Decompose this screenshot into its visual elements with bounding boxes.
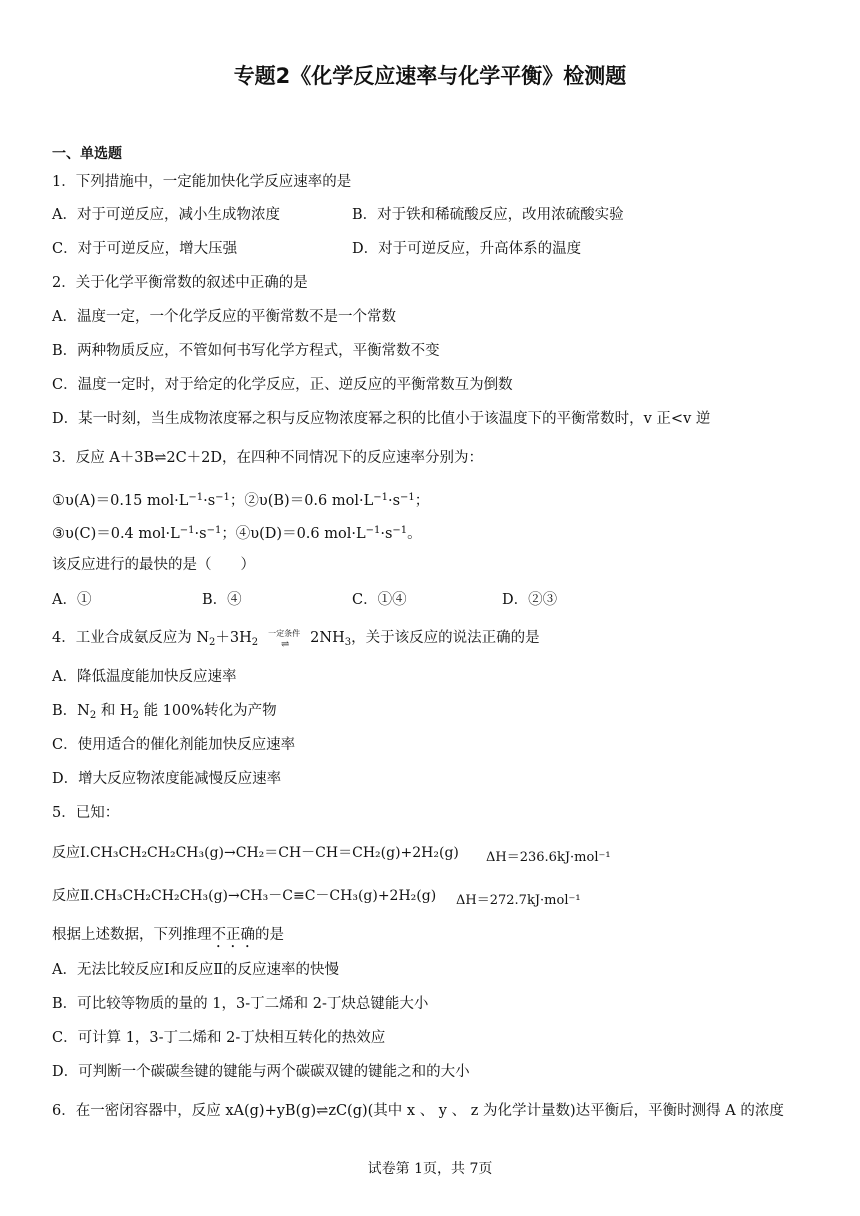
q4-stem [52,628,540,653]
q3-option-a: A．① [52,592,92,608]
q3-stem [52,448,483,468]
q4-stem-d: ，关于该反应的说法正确的是 [351,630,540,646]
rate-unit-sup: −1 [392,525,408,536]
emphasis-text: 不正确 [211,927,255,943]
q5-stem: 5．已知： [52,805,120,821]
separator: ； [414,493,430,509]
condition-text: 一定条件 [268,629,301,638]
equilibrium-arrow-icon: ⇌ [280,639,288,650]
q2-option-b: B．两种物质反应，不管如何书写化学方程式，平衡常数不变 [52,343,440,359]
subscript: 2 [251,637,259,648]
q4-option-b-c: 能 100%转化为产物 [138,703,277,719]
q5-ask-b: 的是 [255,927,284,943]
q3-rate-2: ；②υ(B)＝0.6 mol·L [229,493,374,509]
q4-stem-a: 4．工业合成氨反应为 N [52,630,210,646]
q5-reaction-2 [52,886,436,906]
section-heading: 一、单选题 [52,146,122,162]
period: 。 [407,526,422,542]
q3-rate-3: ③υ(C)＝0.4 mol·L [52,526,180,542]
q3-rates-line-2 [52,521,422,544]
q6-stem: 6．在一密闭容器中，反应 xA(g)+yB(g)⇌zC(g)(其中 x 、 y 、 z 为化学计量数)达平衡后，平衡时测得 A 的浓度 [52,1103,784,1119]
rate-unit-sup: −1 [179,525,195,536]
rate-unit-sup: −1 [373,492,388,503]
q2-option-a: A．温度一定，一个化学反应的平衡常数不是一个常数 [52,309,396,325]
q1-option-b: B．对于铁和稀硫酸反应，改用浓硫酸实验 [352,207,624,223]
q4-option-a: A．降低温度能加快反应速率 [52,669,237,685]
q5-ask-a: 根据上述数据，下列推理 [52,927,212,943]
reaction-1-enthalpy: ΔH＝236.6kJ·mol⁻¹ [486,850,611,865]
rate-unit-sup: −1 [365,525,381,536]
rate-unit-s: ·s [194,526,207,542]
q5-option-c: C．可计算 1，3-丁二烯和 2-丁炔相互转化的热效应 [52,1030,386,1046]
reaction-1-label: 反应Ⅰ. [52,845,90,861]
q2-stem: 2．关于化学平衡常数的叙述中正确的是 [52,275,308,291]
rate-unit-sup: −1 [400,492,415,503]
q3-option-c: C．①④ [352,592,407,608]
reaction-2-equation: CH₃CH₂CH₂CH₃(g)→CH₃－C≡C－CH₃(g)+2H₂(g) [93,888,437,904]
equilibrium-arrow-icon: ⇌ [154,450,167,466]
q3-rate-4: ；④υ(D)＝0.6 mol·L [221,526,366,542]
rate-unit-s: ·s [380,526,393,542]
reaction-2-label: 反应Ⅱ. [52,888,94,904]
q1-option-d: D．对于可逆反应，升高体系的温度 [352,241,582,257]
q1-stem: 1．下列措施中，一定能加快化学反应速率的是 [52,174,352,190]
q3-option-b: B．④ [202,592,242,608]
q1-option-a: A．对于可逆反应，减小生成物浓度 [52,207,280,223]
q4-stem-c: 2NH [310,630,345,646]
rate-unit-s: ·s [203,493,216,509]
q4-option-c: C．使用适合的催化剂能加快反应速率 [52,737,296,753]
reaction-2-enthalpy: ΔH＝272.7kJ·mol⁻¹ [456,893,581,908]
q3-ask: 该反应进行的最快的是（ ） [52,557,255,573]
q4-option-b-b: 和 H [96,703,133,719]
rate-unit-s: ·s [387,493,401,509]
condition-arrow [260,629,308,650]
q4-option-d: D．增大反应物浓度能减慢反应速率 [52,771,282,787]
q4-stem-b: ＋3H [215,630,252,646]
subscript: 2 [89,710,97,721]
q5-option-a: A．无法比较反应Ⅰ和反应Ⅱ的反应速率的快慢 [52,962,340,978]
page-title: 专题2《化学反应速率与化学平衡》检测题 [233,64,627,88]
page-footer: 试卷第 1页，共 7页 [367,1161,493,1177]
q5-ask [52,925,284,951]
q3-rate-1: ①υ(A)＝0.15 mol·L [52,493,189,509]
rate-unit-sup: −1 [215,492,230,503]
reaction-1-equation: CH₃CH₂CH₂CH₃(g)→CH₂＝CH－CH＝CH₂(g)+2H₂(g) [89,845,459,861]
q3-rates-line-1 [52,488,429,511]
q1-option-c: C．对于可逆反应，增大压强 [52,241,238,257]
q5-option-b: B．可比较等物质的量的 1，3-丁二烯和 2-丁炔总键能大小 [52,996,429,1012]
q5-option-d: D．可判断一个碳碳叁键的键能与两个碳碳双键的键能之和的大小 [52,1064,470,1080]
subscript: 3 [344,637,352,648]
q4-option-b [52,701,277,726]
subscript: 2 [209,637,216,648]
subscript: 2 [132,710,139,721]
rate-unit-sup: −1 [206,525,222,536]
q3-option-d: D．②③ [502,592,558,608]
q2-option-c: C．温度一定时，对于给定的化学反应，正、逆反应的平衡常数互为倒数 [52,377,513,393]
rate-unit-sup: −1 [188,492,204,503]
q3-stem-part-b: 2C＋2D，在四种不同情况下的反应速率分别为： [166,450,484,466]
q3-stem-part-a: 3．反应 A＋3B [52,450,155,466]
q5-reaction-1 [52,843,459,863]
q2-option-d: D．某一时刻，当生成物浓度幂之积与反应物浓度幂之积的比值小于该温度下的平衡常数时，v 正<v 逆 [52,411,711,427]
q4-option-b-a: B．N [52,703,90,719]
